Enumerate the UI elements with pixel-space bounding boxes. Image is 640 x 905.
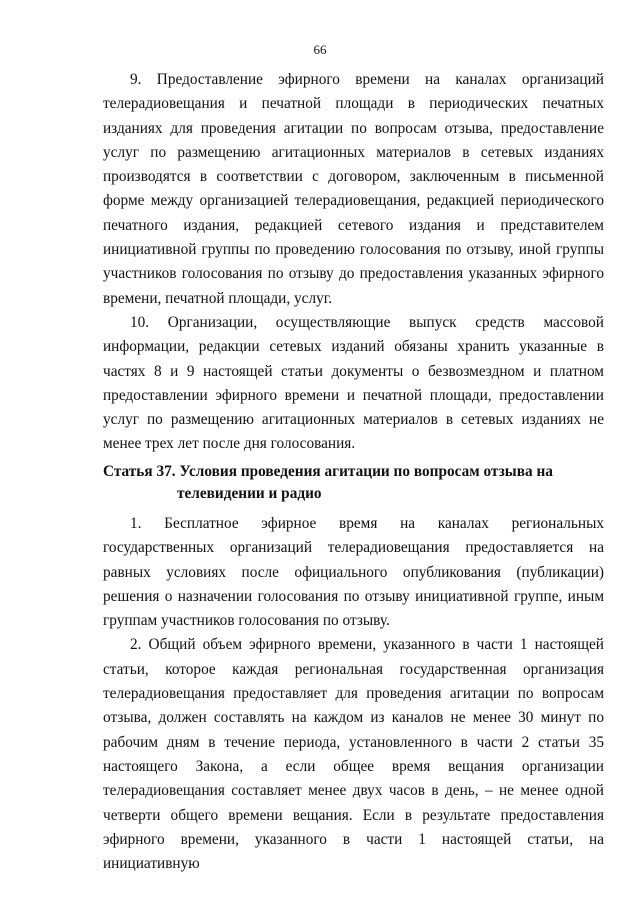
article-paragraph-1: 1. Бесплатное эфирное время на каналах региональных государственных организаций телерадиовещания предоставляется на равных условиях после официального опубликования (публикации) решения о назначении голосования по отзыву инициативной группе, иным группам участников голосования по отзыву. <box>103 515 604 630</box>
article-heading-line2: телевидении и радио <box>177 485 322 502</box>
article-body <box>103 512 604 876</box>
paragraph-10: 10. Организации, осуществляющие выпуск средств массовой информации, редакции сетевых изданий обязаны хранить указанные в частях 8 и 9 настоящей статьи документы о безвозмездном и платном предоставлении эфирного времени и печатной площади, предоставлении услуг по размещению агитационных материалов в сетевых изданиях не менее трех лет после дня голосования. <box>103 313 604 453</box>
article-heading <box>103 461 604 505</box>
body-text <box>103 68 604 457</box>
paragraph-9: 9. Предоставление эфирного времени на каналах организаций телерадиовещания и печатной площади в периодических печатных изданиях для проведения агитации по вопросам отзыва, предоставление услуг по размещению агитационных материалов в сетевых изданиях производятся в соответствии с договором, заключенным в письменной форме между организацией телерадиовещания, редакцией периодического печатного издания, редакцией сетевого издания и представителем инициативной группы по проведению голосования по отзыву, иной группы участников голосования по отзыву до предоставления указанных эфирного времени, печатной площади, услуг. <box>103 71 604 307</box>
page-number: 66 <box>313 42 327 57</box>
article-heading-line1: Статья 37. Условия проведения агитации по вопросам отзыва на <box>103 463 553 480</box>
article-paragraph-2: 2. Общий объем эфирного времени, указанного в части 1 настоящей статьи, которое каждая региональная государственная организация телерадиовещания предоставляет для проведения агитации по вопросам отзыва, должен составлять на каждом из каналов не менее 30 минут по рабочим дням в течение периода, установленного в части 2 статьи 35 настоящего Закона, а если общее время вещания организации телерадиовещания составляет менее двух часов в день, – не менее одной четверти общего времени вещания. Если в результате предоставления эфирного времени, указанного в части 1 настоящей статьи, на инициативную <box>103 636 604 873</box>
